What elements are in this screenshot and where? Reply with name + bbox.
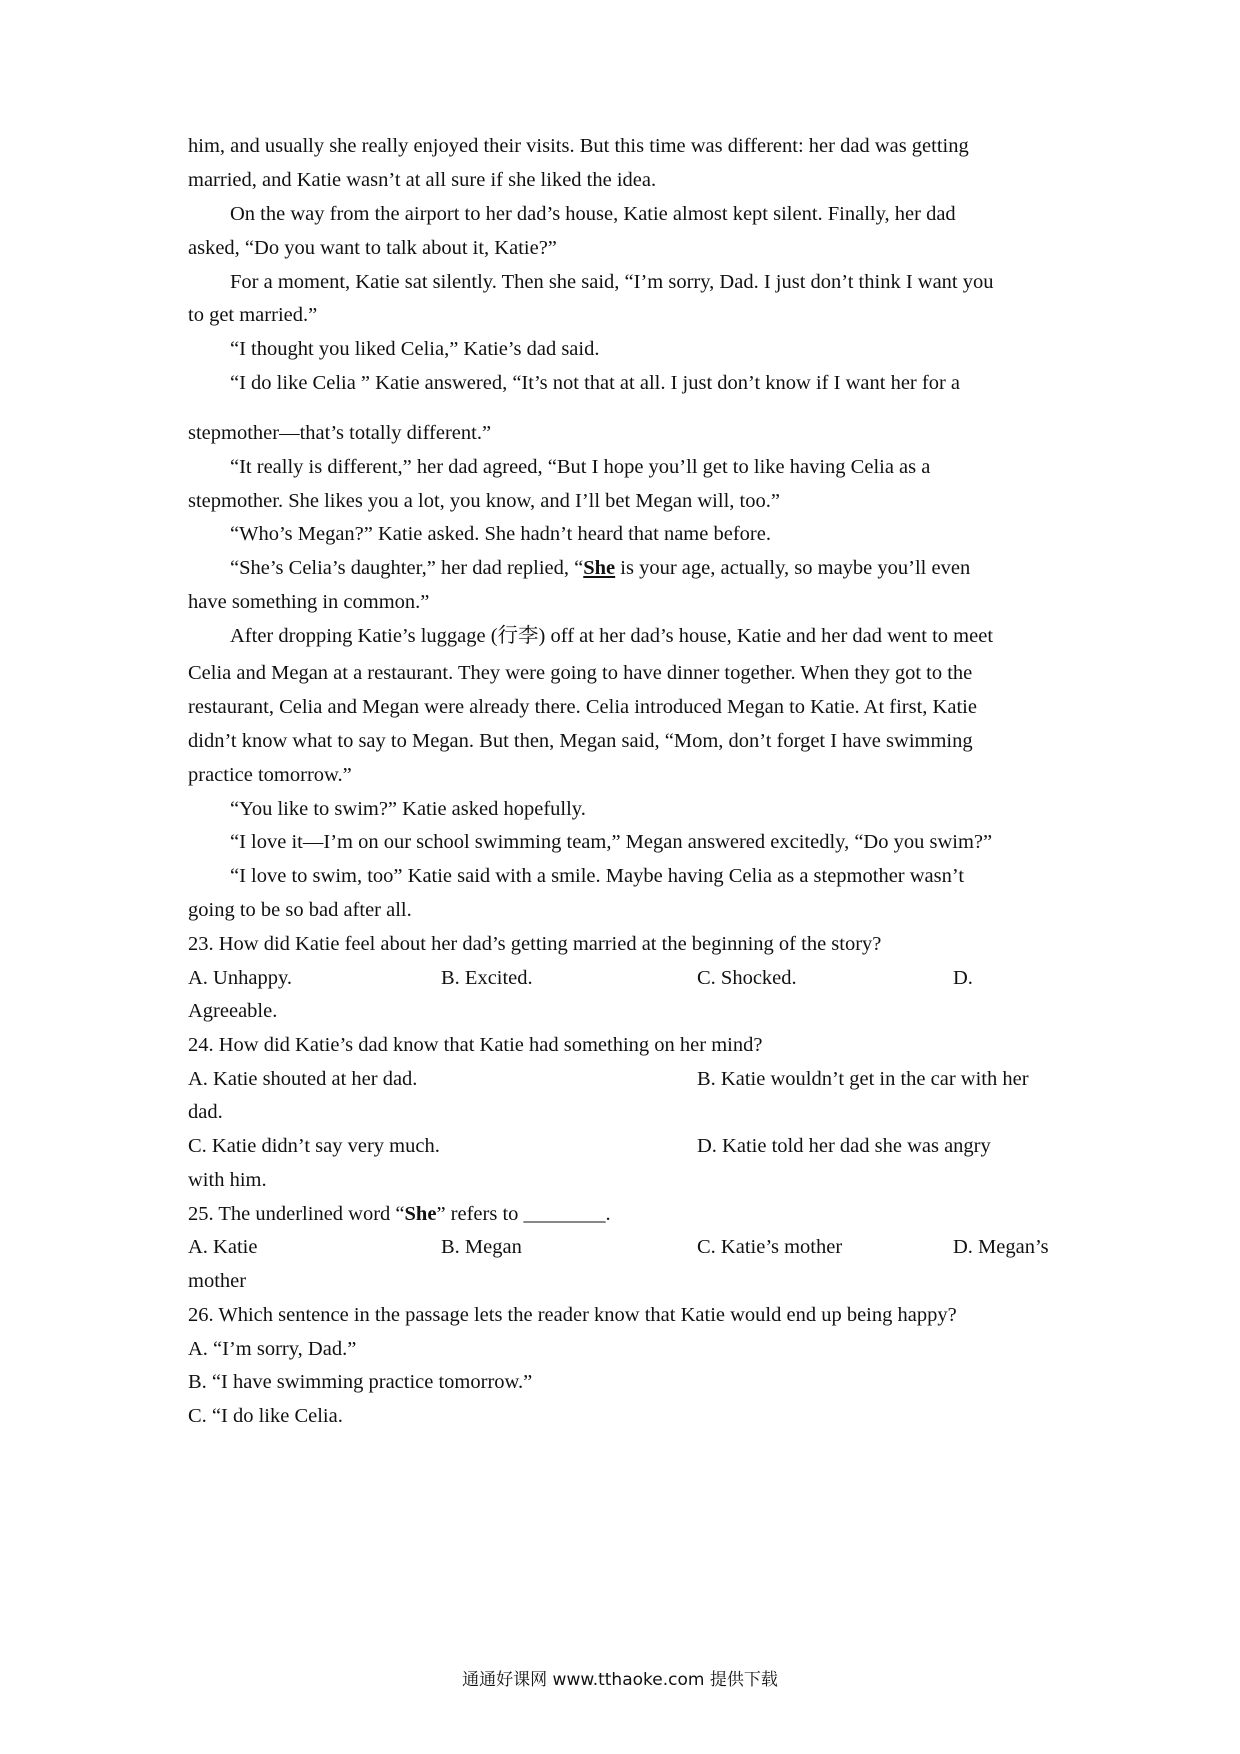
question-25-option-b: B. Megan xyxy=(441,1236,522,1258)
passage-line: going to be so bad after all. xyxy=(188,899,412,921)
question-24-option-b: B. Katie wouldn’t get in the car with her xyxy=(697,1068,1029,1090)
underlined-word-she: She xyxy=(583,557,616,579)
question-25-option-d: D. Megan’s xyxy=(953,1236,1049,1258)
question-24-stem: 24. How did Katie’s dad know that Katie had something on her mind? xyxy=(188,1034,763,1056)
passage-line: asked, “Do you want to talk about it, Katie?” xyxy=(188,237,557,259)
question-text: 25. The underlined word “ xyxy=(188,1203,405,1225)
question-24-option-d: D. Katie told her dad she was angry xyxy=(697,1135,991,1157)
question-26-stem: 26. Which sentence in the passage lets the reader know that Katie would end up being happy? xyxy=(188,1304,957,1326)
question-26-option-c: C. “I do like Celia. xyxy=(188,1405,343,1427)
passage-line: stepmother. She likes you a lot, you know, and I’ll bet Megan will, too.” xyxy=(188,490,780,512)
passage-line: married, and Katie wasn’t at all sure if she liked the idea. xyxy=(188,169,657,191)
passage-line: to get married.” xyxy=(188,304,318,326)
question-text: ” refers to ________. xyxy=(436,1203,611,1225)
question-24-option-b-continued: dad. xyxy=(188,1101,223,1123)
question-23-option-c: C. Shocked. xyxy=(697,967,797,989)
passage-line: restaurant, Celia and Megan were already there. Celia introduced Megan to Katie. At first, Katie xyxy=(188,696,977,718)
passage-line: “You like to swim?” Katie asked hopefully. xyxy=(230,798,586,820)
passage-line: “Who’s Megan?” Katie asked. She hadn’t heard that name before. xyxy=(230,523,771,545)
passage-line: stepmother—that’s totally different.” xyxy=(188,422,492,444)
question-24-option-c: C. Katie didn’t say very much. xyxy=(188,1135,440,1157)
passage-line: “I love to swim, too” Katie said with a smile. Maybe having Celia as a stepmother wasn’t xyxy=(230,865,965,887)
question-25-stem xyxy=(188,1202,611,1226)
question-26-option-a: A. “I’m sorry, Dad.” xyxy=(188,1338,357,1360)
passage-text: is your age, actually, so maybe you’ll even xyxy=(615,557,971,579)
question-23-stem: 23. How did Katie feel about her dad’s getting married at the beginning of the story? xyxy=(188,933,882,955)
passage-text: “She’s Celia’s daughter,” her dad replied, “ xyxy=(230,557,584,579)
passage-line: “I thought you liked Celia,” Katie’s dad said. xyxy=(230,338,600,360)
passage-line: didn’t know what to say to Megan. But then, Megan said, “Mom, don’t forget I have swimming xyxy=(188,730,973,752)
question-24-option-a: A. Katie shouted at her dad. xyxy=(188,1068,418,1090)
question-25-option-a: A. Katie xyxy=(188,1236,258,1258)
question-25-option-c: C. Katie’s mother xyxy=(697,1236,843,1258)
passage-line: him, and usually she really enjoyed their visits. But this time was different: her dad was getting xyxy=(188,135,969,157)
passage-line: On the way from the airport to her dad’s house, Katie almost kept silent. Finally, her dad xyxy=(230,203,956,225)
question-23-option-d-continued: Agreeable. xyxy=(188,1000,278,1022)
passage-line: “I do like Celia ” Katie answered, “It’s not that at all. I just don’t know if I want her for a xyxy=(230,372,960,394)
passage-line: practice tomorrow.” xyxy=(188,764,352,786)
question-23-option-a: A. Unhappy. xyxy=(188,967,293,989)
passage-line: “It really is different,” her dad agreed, “But I hope you’ll get to like having Celia as a xyxy=(230,456,931,478)
passage-line: “I love it—I’m on our school swimming team,” Megan answered excitedly, “Do you swim?” xyxy=(230,831,993,853)
question-23-option-d: D. xyxy=(953,967,973,989)
passage-line: For a moment, Katie sat silently. Then she said, “I’m sorry, Dad. I just don’t think I want you xyxy=(230,271,994,293)
question-keyword: She xyxy=(404,1203,437,1225)
question-26-option-b: B. “I have swimming practice tomorrow.” xyxy=(188,1371,533,1393)
question-23-option-b: B. Excited. xyxy=(441,967,533,989)
passage-line xyxy=(230,556,970,580)
passage-line: After dropping Katie’s luggage (行李) off at her dad’s house, Katie and her dad went to meet xyxy=(230,625,994,647)
question-25-option-d-continued: mother xyxy=(188,1270,247,1292)
page-footer: 通通好课网 www.tthaoke.com 提供下载 xyxy=(462,1670,778,1690)
passage-line: Celia and Megan at a restaurant. They were going to have dinner together. When they got to the xyxy=(188,662,973,684)
question-24-option-d-continued: with him. xyxy=(188,1169,267,1191)
passage-line: have something in common.” xyxy=(188,591,430,613)
